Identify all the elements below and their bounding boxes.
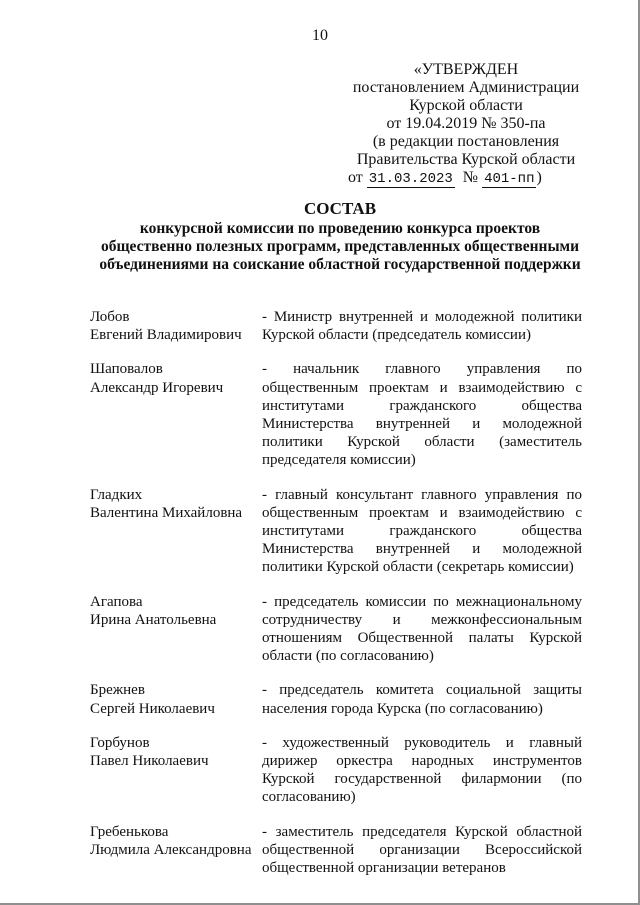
member-given-names: Валентина Михайловна: [90, 504, 243, 521]
approval-line: (в редакции постановления: [372, 133, 560, 150]
member-row: [90, 593, 582, 666]
member-name: [90, 681, 262, 717]
member-surname: Горбунов: [90, 734, 150, 751]
member-role: - Министр внутренней и молодежной политики Курской области (председатель комиссии): [262, 309, 582, 344]
member-given-names: Павел Николаевич: [90, 753, 209, 770]
member-surname: Шаповалов: [90, 361, 163, 378]
member-role: - начальник главного управления по общественным проектам и взаимодействию с институтами гражданского общества Министерства внутренней и молодежной политики Курской области (заместитель председателя комиссии): [262, 361, 582, 469]
member-name: [90, 734, 262, 770]
from-label: от: [348, 169, 363, 186]
approval-line: от 19.04.2019 № 350-па: [386, 115, 546, 132]
member-name: [90, 308, 262, 344]
member-row: [90, 681, 582, 717]
member-list: [90, 308, 582, 893]
member-given-names: Сергей Николаевич: [90, 700, 215, 717]
approval-line: постановлением Администрации: [352, 79, 580, 96]
member-surname: Гладких: [90, 486, 143, 503]
member-role: - художественный руководитель и главный дирижер оркестра народных инструментов Курской государственной филармонии (по согласованию): [262, 734, 582, 806]
page-number: 10: [312, 27, 328, 44]
member-row: [90, 486, 582, 577]
member-surname: Брежнев: [90, 682, 145, 699]
member-row: [90, 308, 582, 344]
number-label: №: [462, 169, 479, 186]
member-role: - заместитель председателя Курской областной общественной организации Всероссийской общественной организации ветеранов: [262, 823, 582, 877]
title-subtitle-line: конкурсной комиссии по проведению конкурса проектов: [139, 220, 541, 237]
approval-line: Курской области: [409, 97, 523, 114]
member-given-names: Александр Игоревич: [90, 379, 224, 396]
document-title: [60, 198, 620, 274]
amendment-number: 401-пп: [484, 171, 535, 187]
member-name: [90, 360, 262, 396]
title-subtitle-line: общественно полезных программ, представленных общественными: [100, 238, 580, 255]
member-role: - председатель комиссии по межнациональному сотрудничеству и межконфессиональным отношениям Общественной палаты Курской области (по согласованию): [262, 593, 582, 665]
member-surname: Агапова: [90, 593, 143, 610]
member-given-names: Людмила Александровна: [90, 841, 252, 858]
member-name: [90, 486, 262, 522]
amendment-line: [340, 169, 592, 188]
approval-stamp: [340, 61, 592, 188]
member-name: [90, 823, 262, 859]
approval-line: «УТВЕРЖДЕН: [413, 61, 519, 78]
member-given-names: Ирина Анатольевна: [90, 611, 217, 628]
member-name: [90, 593, 262, 629]
amendment-date: 31.03.2023: [368, 171, 453, 187]
member-surname: Лобов: [90, 309, 130, 325]
closing-paren: ): [536, 169, 542, 186]
member-role: - председатель комитета социальной защиты населения города Курска (по согласованию): [262, 682, 582, 717]
member-given-names: Евгений Владимирович: [90, 327, 242, 344]
member-role: - главный консультант главного управления по общественным проектам и взаимодействию с институтами гражданского общества Министерства внутренней и молодежной политики Курской области (секретарь комиссии): [262, 486, 582, 576]
title-main: СОСТАВ: [303, 199, 377, 218]
member-surname: Гребенькова: [90, 823, 169, 840]
member-row: [90, 734, 582, 807]
title-subtitle-line: объединениями на соискание областной государственной поддержки: [99, 256, 581, 273]
member-row: [90, 823, 582, 878]
approval-line: Правительства Курской области: [356, 151, 576, 168]
member-row: [90, 360, 582, 469]
